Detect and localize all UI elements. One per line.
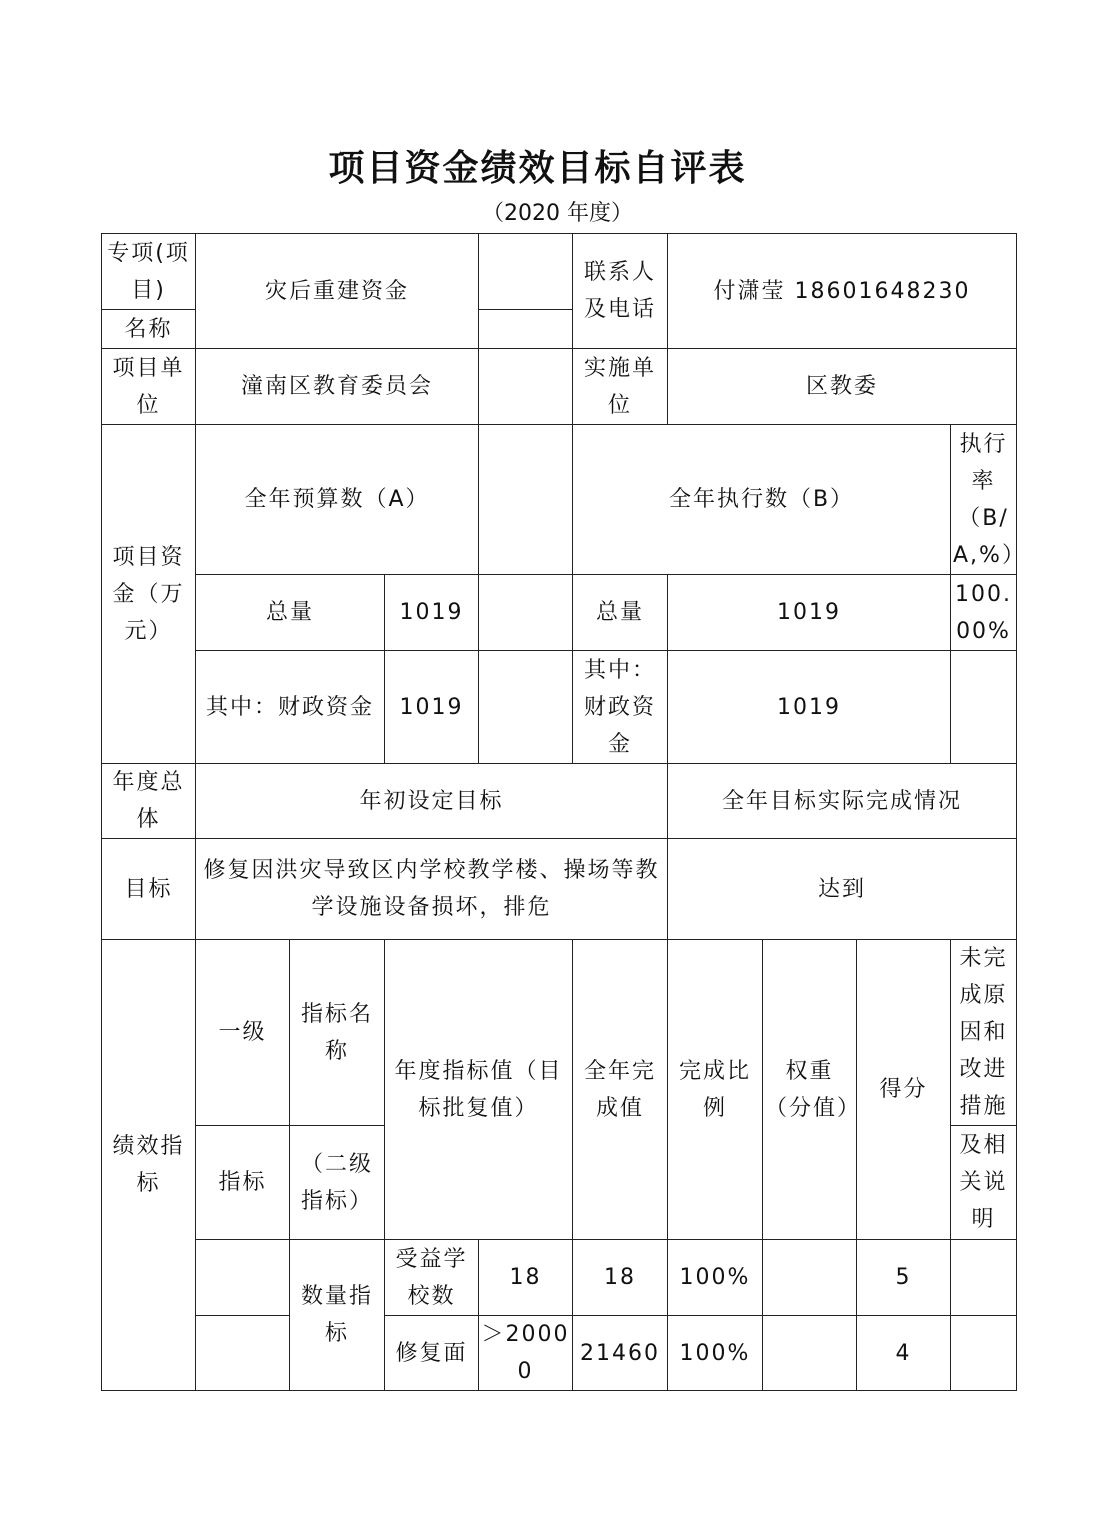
- reason-header-2: 及相关说明: [951, 1126, 1017, 1240]
- exec-total-value: 1019: [668, 575, 951, 651]
- project-name-value: 灾后重建资金: [196, 234, 479, 349]
- budget-total-value: 1019: [385, 575, 479, 651]
- blank-cell: [196, 1316, 290, 1391]
- budget-a-header: 全年预算数（A）: [196, 425, 479, 575]
- level1-header-2: 指标: [196, 1126, 290, 1240]
- indicator-reason: [951, 1240, 1017, 1316]
- indicator-name: 修复面: [385, 1316, 479, 1391]
- annual-overall-label: 年度总体: [102, 764, 196, 839]
- indicator-weight: [763, 1316, 857, 1391]
- indicator-reason: [951, 1316, 1017, 1391]
- annual-value-header: 年度指标值（目标批复值）: [385, 940, 573, 1240]
- perf-indicator-label: 绩效指标: [102, 940, 196, 1391]
- level1-header: 一级: [196, 940, 290, 1126]
- exec-b-header: 全年执行数（B）: [573, 425, 951, 575]
- budget-fiscal-value: 1019: [385, 651, 479, 764]
- exec-rate-value: 100.00%: [951, 575, 1017, 651]
- project-name-label-2: 名称: [102, 310, 196, 349]
- page-subtitle: （2020 年度）: [482, 201, 633, 226]
- indicator-score: 5: [857, 1240, 951, 1316]
- impl-unit-value: 区教委: [668, 349, 1017, 425]
- goal-result: 达到: [668, 839, 1017, 940]
- exec-fiscal-value: 1019: [668, 651, 951, 764]
- project-name-label: 专项(项目): [102, 234, 196, 310]
- blank-cell: [479, 349, 573, 425]
- evaluation-table: [101, 233, 1026, 1391]
- indicator-ratio: 100%: [668, 1240, 763, 1316]
- exec-total-label: 总量: [573, 575, 668, 651]
- indicator-target: 18: [479, 1240, 573, 1316]
- page-title: 项目资金绩效目标自评表: [328, 148, 747, 189]
- blank-cell: [479, 310, 573, 349]
- indicator-target: ＞20000: [479, 1316, 573, 1391]
- goal-text: 修复因洪灾导致区内学校教学楼、操场等教学设施设备损坏，排危: [196, 839, 668, 940]
- indicator-group: 数量指标: [290, 1240, 385, 1391]
- indicator-weight: [763, 1240, 857, 1316]
- indicator-name-header: 指标名称: [290, 940, 385, 1126]
- indicator-actual: 21460: [573, 1316, 668, 1391]
- funds-label: 项目资金（万元）: [102, 425, 196, 764]
- score-header: 得分: [857, 940, 951, 1240]
- full-year-value-header: 全年完成值: [573, 940, 668, 1240]
- blank-cell: [479, 575, 573, 651]
- exec-rate-header: 执行率（B/A,%）: [951, 425, 1017, 575]
- contact-label: 联系人及电话: [573, 234, 668, 349]
- project-unit-value: 潼南区教育委员会: [196, 349, 479, 425]
- indicator-ratio: 100%: [668, 1316, 763, 1391]
- budget-fiscal-label: 其中：财政资金: [196, 651, 385, 764]
- blank-cell: [196, 1240, 290, 1316]
- impl-unit-label: 实施单位: [573, 349, 668, 425]
- indicator-name: 受益学校数: [385, 1240, 479, 1316]
- contact-value: 付潇莹 18601648230: [668, 234, 1017, 349]
- goal-label: 目标: [102, 839, 196, 940]
- blank-cell: [479, 651, 573, 764]
- project-unit-label: 项目单位: [102, 349, 196, 425]
- indicator-name-header-2: （二级指标）: [290, 1126, 385, 1240]
- actual-completion-header: 全年目标实际完成情况: [668, 764, 1017, 839]
- blank-cell: [479, 425, 573, 575]
- completion-ratio-header: 完成比例: [668, 940, 763, 1240]
- blank-cell: [951, 651, 1017, 764]
- blank-cell: [479, 234, 573, 310]
- indicator-score: 4: [857, 1316, 951, 1391]
- indicator-actual: 18: [573, 1240, 668, 1316]
- budget-total-label: 总量: [196, 575, 385, 651]
- exec-fiscal-label: 其中：财政资金: [573, 651, 668, 764]
- weight-header: 权重（分值）: [763, 940, 857, 1240]
- reason-header: 未完成原因和改进措施: [951, 940, 1017, 1126]
- initial-goal-header: 年初设定目标: [196, 764, 668, 839]
